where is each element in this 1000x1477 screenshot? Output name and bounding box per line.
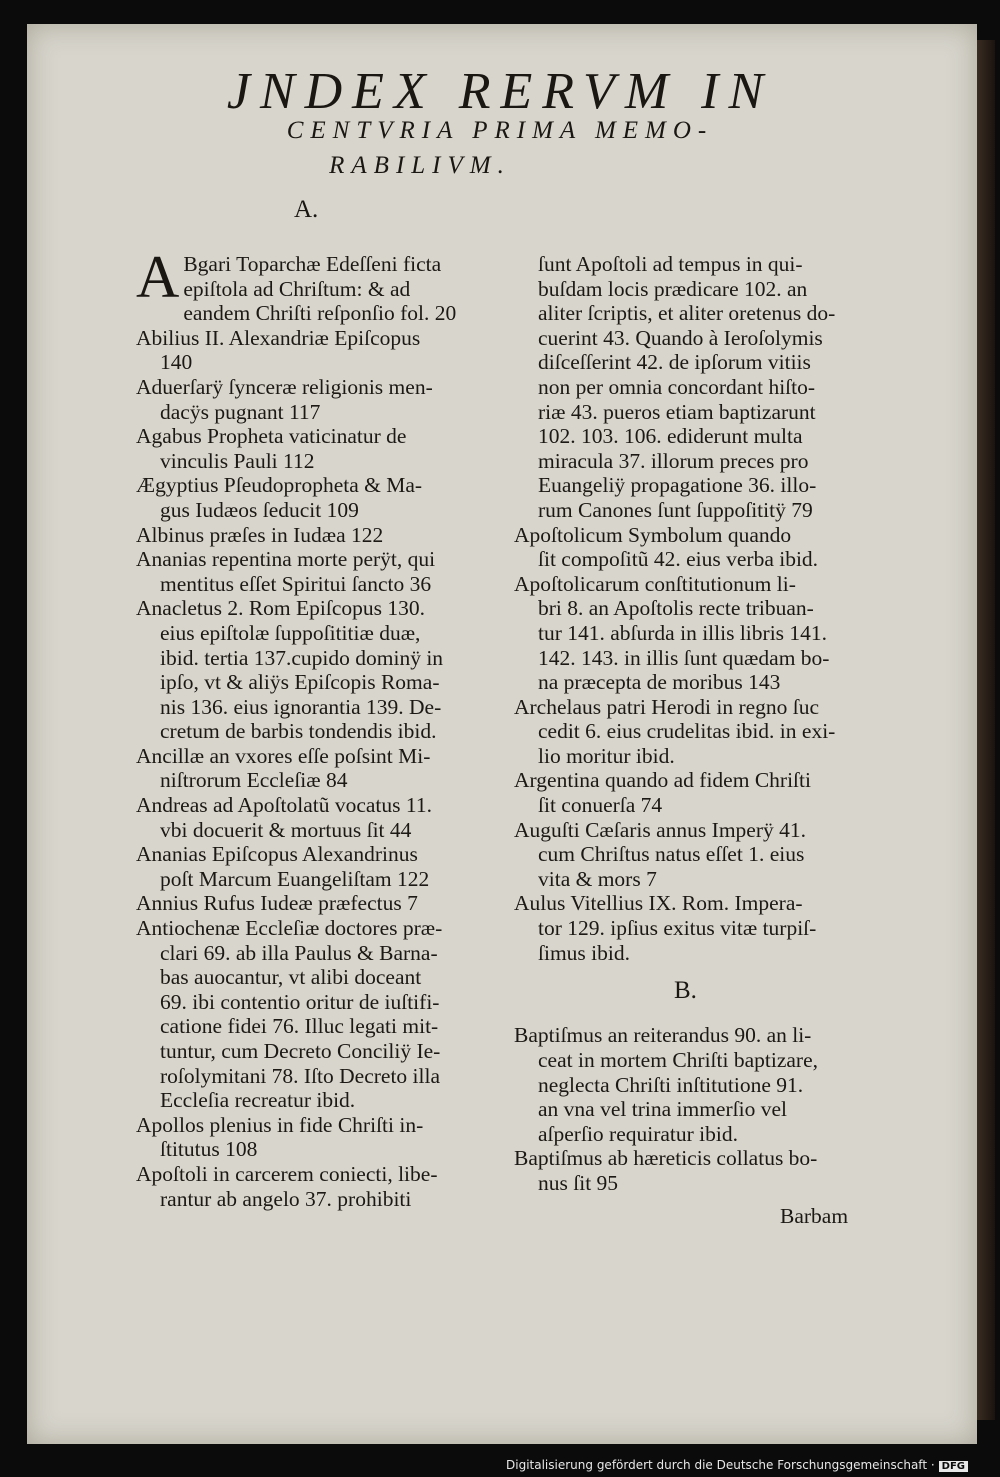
entry-text: Anacletus 2. Rom Epiſcopus 130. [136,596,426,621]
index-entry-line [136,449,494,474]
entry-text: niſtrorum Eccleſiæ 84 [160,768,348,793]
dfg-logo-icon: DFG [939,1461,968,1472]
index-entry-line [136,1113,494,1138]
drop-cap: A [136,244,180,310]
index-entry-line [514,424,866,449]
index-entry-line [136,867,494,892]
entry-text: ſit compoſitũ 42. eius verba ibid. [538,547,819,572]
index-entry-line [136,375,494,400]
index-entry-line [136,695,494,720]
index-entry-line [514,793,866,818]
entry-text: catione fidei 76. Illuc legati mit- [160,1014,439,1039]
book-edge [977,40,995,1420]
index-entry-line [136,719,494,744]
entry-text: Bgari Toparchæ Edeſſeni ficta [183,252,442,276]
index-entry-line [514,375,866,400]
index-entry-line [514,252,866,277]
entry-text: poſt Marcum Euangeliſtam 122 [160,866,430,891]
index-entry-line [136,744,494,769]
credit-text: Digitalisierung gefördert durch die Deutsche Forschungsgemeinschaft · [506,1458,935,1472]
index-entry-line [514,941,866,966]
index-entry-line [136,793,494,818]
entry-text: Apollos plenius in fide Chriſti in- [136,1112,424,1137]
entry-text: ſtitutus 108 [160,1137,258,1162]
entry-text: dacÿs pugnant 117 [160,399,321,424]
entry-text: Aduerſarÿ ſynceræ religionis men- [136,374,433,399]
entry-text: tor 129. ipſius exitus vitæ turpiſ- [538,916,817,941]
index-column-left [136,244,494,1211]
index-entry-line [514,449,866,474]
entry-text: Ancillæ an vxores eſſe poſsint Mi- [136,743,431,768]
index-entry-line [136,498,494,523]
index-entry-line [514,867,866,892]
entry-text: Antiochenæ Eccleſiæ doctores præ- [136,916,443,941]
entry-text: ſunt Apoſtoli ad tempus in qui- [538,252,803,276]
index-entry-line [514,891,866,916]
entry-text: Aulus Vitellius IX. Rom. Impera- [514,891,803,916]
entry-text: 140 [160,350,193,375]
index-title-line-1: JNDEX RERVM IN [226,63,774,120]
index-entry-line [136,646,494,671]
index-entry-line [136,301,494,326]
entry-text: Auguſti Cæſaris annus Imperÿ 41. [514,817,807,842]
entry-text: bas auocantur, vt alibi doceant [160,965,422,990]
index-entry-line [136,1039,494,1064]
entry-text: eandem Chriſti reſponſio fol. 20 [183,301,457,326]
entry-text: aliter ſcriptis, et aliter oretenus do- [538,301,836,326]
index-entry-line [136,891,494,916]
entry-text: na præcepta de moribus 143 [538,670,781,695]
entry-text: tuntur, cum Decreto Conciliÿ Ie- [160,1039,441,1063]
entry-text: Ananias repentina morte perÿt, qui [136,547,436,572]
entry-text: ſit conuerſa 74 [538,793,663,818]
index-entry-line [514,695,866,720]
entry-text: diſceſſerint 42. de ipſorum vitiis [538,350,811,375]
index-entry-line [136,941,494,966]
index-entry-line [514,301,866,326]
index-entry-line [514,473,866,498]
entry-text: neglecta Chriſti inſtitutione 91. [538,1072,804,1097]
entry-text: ipſo, vt & aliÿs Epiſcopis Roma- [160,670,440,695]
entry-text: nus ſit 95 [538,1170,619,1195]
entry-text: cretum de barbis tondendis ibid. [160,719,437,744]
index-entry-line [514,719,866,744]
entry-text: ibid. tertia 137.cupido dominÿ in [160,645,444,670]
index-entry-line [514,277,866,302]
index-entry-line [514,1122,866,1147]
entry-text: non per omnia concordant hiſto- [538,374,816,399]
index-entry-line [136,621,494,646]
index-entry-line [514,646,866,671]
entry-text: an vna vel trina immerſio vel [538,1097,787,1122]
index-entry-line [136,1187,494,1212]
entry-text: mentitus eſſet Spiritui ſancto 36 [160,571,432,596]
entry-text: Apoſtoli in carcerem coniecti, libe- [136,1161,438,1186]
entry-text: Archelaus patri Herodi in regno ſuc [514,694,820,719]
index-entry-line [514,1023,866,1048]
index-entry-line [136,326,494,351]
entry-text: Andreas ad Apoſtolatũ vocatus 11. [136,793,432,818]
entry-text: Argentina quando ad fidem Chriſti [514,768,811,793]
index-entry-line [514,596,866,621]
entry-text: epiſtola ad Chriſtum: & ad [183,276,411,301]
entry-text: vinculis Pauli 112 [160,448,315,473]
entry-text: eius epiſtolæ ſuppoſititiæ duæ, [160,620,421,645]
entry-text: aſperſio requiratur ibid. [538,1121,738,1146]
section-letter-b: B. [674,977,697,1005]
entry-text: Baptiſmus ab hæreticis collatus bo- [514,1146,818,1171]
index-entry-line [136,350,494,375]
index-entry-line [514,1146,866,1171]
index-entry-line [514,1048,866,1073]
index-entry-line [514,768,866,793]
entry-text: Annius Rufus Iudeæ præfectus 7 [136,891,418,916]
index-entry-line [514,350,866,375]
entry-text: tur 141. abſurda in illis libris 141. [538,620,828,645]
entry-text: Apoſtolicum Symbolum quando [514,522,792,547]
index-entry-line [136,547,494,572]
index-entry-line [514,1073,866,1098]
index-title-line-3: RABILIVM. [329,152,511,179]
entry-text: lio moritur ibid. [538,743,675,768]
section-letter-a: A. [294,196,319,223]
entry-text: cedit 6. eius crudelitas ibid. in exi- [538,719,836,744]
index-entry-line [136,424,494,449]
index-column-right-b [514,1023,866,1195]
index-entry-line [514,916,866,941]
entry-text: 69. ibi contentio oritur de iuſtifi- [160,989,440,1014]
index-entry-line [136,965,494,990]
entry-text: miracula 37. illorum preces pro [538,448,809,473]
entry-text: Ananias Epiſcopus Alexandrinus [136,842,418,867]
index-entry-line [514,400,866,425]
entry-text: roſolymitani 78. Iſto Decreto illa [160,1063,441,1088]
entry-text: clari 69. ab illa Paulus & Barna- [160,940,438,965]
index-entry-line [136,400,494,425]
index-entry-line [136,1137,494,1162]
index-entry-line [514,1097,866,1122]
index-entry-line [136,473,494,498]
index-entry-line [136,768,494,793]
entry-text: ſimus ibid. [538,940,630,965]
entry-text: Apoſtolicarum conſtitutionum li- [514,571,796,596]
entry-text: rantur ab angelo 37. prohibiti [160,1186,412,1211]
index-title-line-2: CENTVRIA PRIMA MEMO- [286,117,714,144]
entry-text: riæ 43. pueros etiam baptizarunt [538,399,816,424]
index-entry-line [136,277,494,302]
entry-text: Abilius II. Alexandriæ Epiſcopus [136,325,421,350]
index-entry-line [136,523,494,548]
index-entry-line [514,621,866,646]
index-entry-line [514,1171,866,1196]
entry-text: 142. 143. in illis ſunt quædam bo- [538,645,830,670]
index-entry-line [514,818,866,843]
entry-text: cum Chriſtus natus eſſet 1. eius [538,842,805,867]
entry-text: rum Canones ſunt ſuppoſititÿ 79 [538,497,813,522]
index-entry-line [136,1162,494,1187]
entry-text: 102. 103. 106. ediderunt multa [538,424,803,449]
index-entry-line [136,916,494,941]
entry-text: Baptiſmus an reiterandus 90. an li- [514,1023,812,1048]
index-entry-line [514,572,866,597]
digitization-credit [506,1458,968,1472]
index-entry-line [136,990,494,1015]
index-entry-line [514,547,866,572]
index-entry-line [136,1014,494,1039]
entry-text: Ægyptius Pſeudopropheta & Ma- [136,473,423,498]
index-entry-line [136,596,494,621]
entry-text: Agabus Propheta vaticinatur de [136,424,407,449]
entry-text: vbi docuerit & mortuus ſit 44 [160,817,412,842]
index-entry-line [514,744,866,769]
index-entry-line [136,1064,494,1089]
catchword: Barbam [780,1204,849,1228]
index-column-right [514,252,866,965]
index-entry-line [136,1088,494,1113]
entry-text: cuerint 43. Quando à Ieroſolymis [538,325,823,350]
entry-text: vita & mors 7 [538,866,657,891]
index-entry-line [514,842,866,867]
entry-text: ceat in mortem Chriſti baptizare, [538,1047,818,1072]
entry-text: Albinus præſes in Iudæa 122 [136,522,384,547]
index-entry-line [514,498,866,523]
index-entry-line [514,670,866,695]
index-entry-line [514,326,866,351]
index-entry-line [136,842,494,867]
entry-text: Euangeliÿ propagatione 36. illo- [538,473,817,498]
entry-text: buſdam locis prædicare 102. an [538,276,808,301]
entry-text: bri 8. an Apoſtolis recte tribuan- [538,596,814,621]
index-entry-line [514,523,866,548]
entry-text: gus Iudæos ſeducit 109 [160,497,359,522]
entry-text: Eccleſia recreatur ibid. [160,1088,356,1113]
index-entry-line [136,670,494,695]
index-entry-line [136,818,494,843]
entry-text: nis 136. eius ignorantia 139. De- [160,694,442,719]
index-entry-line [136,572,494,597]
